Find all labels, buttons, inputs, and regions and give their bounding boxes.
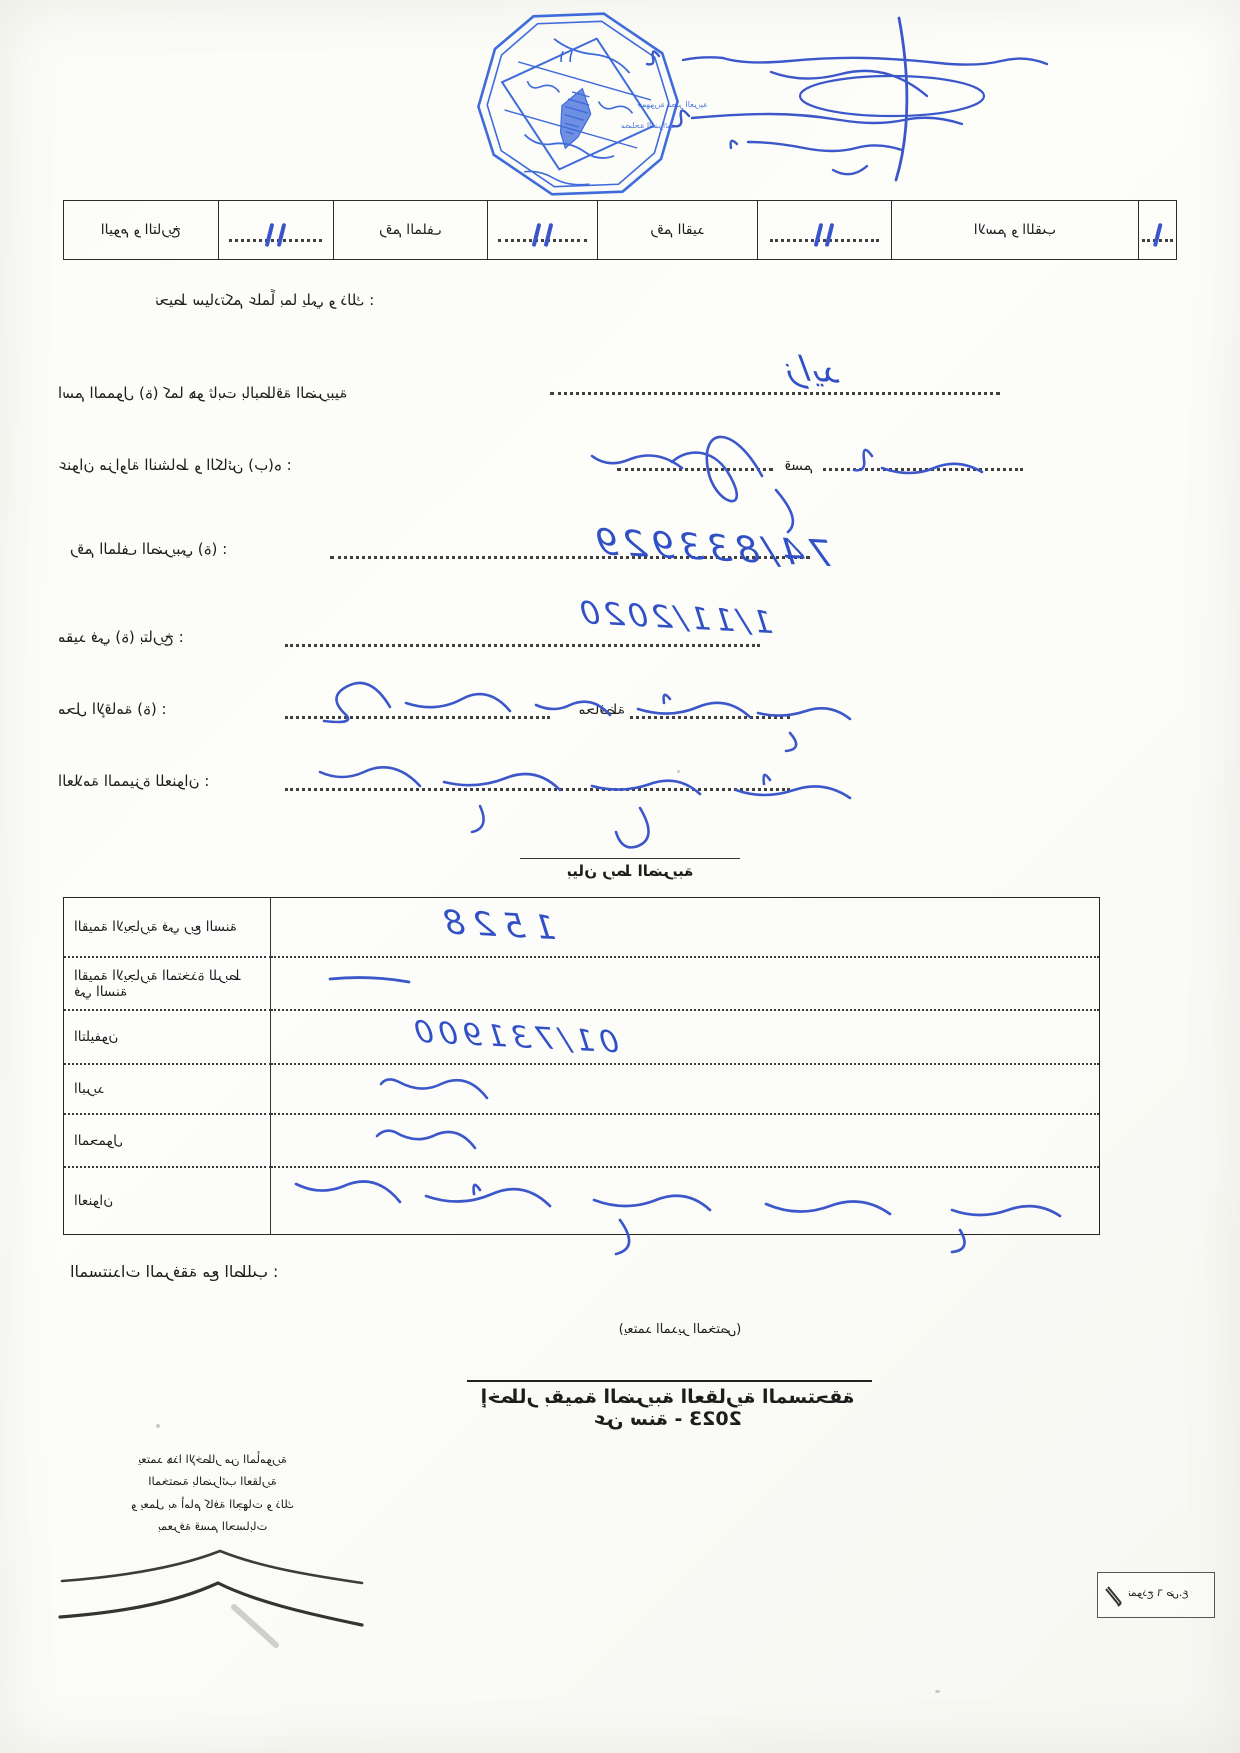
office-block-line: بمعرفة قسم الحسابات — [157, 1519, 268, 1534]
handwritten-value: 1528 — [432, 901, 558, 948]
title-rule — [467, 1380, 872, 1382]
handwriting-scribble — [280, 1160, 1090, 1255]
field-label: العلامة المميزة للعنوان : — [58, 772, 210, 790]
ledger-row-label: المحمول — [64, 1113, 271, 1166]
handwriting-scribble — [377, 1068, 502, 1110]
attachments-label: المستندات المرفقة مع الطلب : — [70, 1262, 279, 1281]
header-label-cell: رقم القيد — [598, 201, 758, 259]
scan-speck — [677, 770, 680, 773]
handwriting-scribble — [370, 1118, 485, 1160]
handwritten-phone: 01/731900 — [407, 1014, 621, 1061]
handwritten-name: زايد — [784, 348, 843, 392]
title-rule — [520, 858, 740, 859]
office-block-line: يعتمد هذا الإخطار من المأمورية — [138, 1452, 287, 1466]
handwritten-tick-marks — [817, 223, 832, 247]
office-block — [65, 1448, 360, 1538]
field-label: اسم الممول (ة) كما هو ثابت بالبطاقة الضريبية — [58, 384, 348, 402]
stamp-text-line: مصلحة الضرائب — [621, 121, 676, 130]
handwriting-scribble — [290, 728, 1000, 868]
field-label: محل الإقامة (ة) : — [58, 700, 167, 718]
stamp-text-line: جمهورية مصر العربية — [637, 100, 708, 109]
header-label-cell: الاسم و اللقب — [892, 201, 1140, 259]
intro-line: نحيط سيادتكم علماً بما يلي و ذلك : — [155, 291, 375, 309]
form-box-mark-icon — [1102, 1583, 1124, 1609]
ledger-row-label: التليفون — [64, 1009, 271, 1063]
field-mid-word: محافظة — [578, 702, 625, 718]
header-entry-cell — [488, 201, 598, 259]
ledger-row-label: البريد — [64, 1063, 271, 1113]
header-entry-cell — [1139, 201, 1176, 259]
scan-speck — [935, 1690, 940, 1693]
form-number-box — [1097, 1572, 1215, 1618]
ledger-row-label: العنوان — [64, 1166, 271, 1234]
field-label: عنوان مزاولة النشاط و الكائن (ب)ه : — [58, 456, 292, 474]
ledger-title: بيان ربط الضريبة — [566, 862, 694, 880]
handwritten-tick-marks — [535, 223, 550, 247]
dotted-line — [285, 644, 760, 647]
scan-speck — [156, 1424, 160, 1428]
notice-title: إخطار بقيمة الضريبة العقارية المستحقة عن سنة - 2023 — [480, 1386, 855, 1430]
field-mid-word: قسم — [784, 458, 813, 474]
field-label: رقم الملف الضريبي (ة) : — [70, 540, 228, 558]
handwritten-dash — [327, 975, 412, 985]
header-label-cell: اليوم و التاريخ — [64, 201, 219, 259]
handwritten-tick-marks — [268, 223, 283, 247]
header-entry-cell — [758, 201, 892, 259]
stamp-number: ١١ — [557, 47, 576, 67]
header-entry-cell — [219, 201, 334, 259]
field-label: مقيد في (ة) بتاريخ : — [58, 628, 184, 646]
ledger-row-value — [271, 898, 1099, 956]
header-label-cell: رقم الملف — [334, 201, 489, 259]
handwriting-scribble — [542, 420, 1012, 535]
office-block-line: و يعمل به أمام كافة الجهات و ذلك — [131, 1496, 294, 1511]
ledger-row-label: القيمة الايجارية المتخذة للربط في السنة — [64, 956, 271, 1009]
dotted-line — [550, 392, 1000, 395]
handwritten-tick-marks — [1156, 223, 1160, 247]
handwritten-annotation — [622, 16, 1077, 186]
form-number-text: نموذج ٦ ض.ع — [1128, 1587, 1189, 1599]
header-table — [63, 200, 1177, 260]
ledger-row-label: القيمة الايجارية في ربع السنة — [64, 898, 271, 956]
signature-flourish — [53, 1545, 368, 1653]
ledger-row-value — [271, 1009, 1099, 1063]
office-block-line: المختصة بالضرائب العقارية — [148, 1474, 277, 1489]
handwritten-file-number: 74/833929 — [588, 521, 836, 576]
approver-line: (يعتمد المدير المختص) — [618, 1322, 742, 1337]
handwritten-date: 1/11/2020 — [574, 594, 775, 642]
